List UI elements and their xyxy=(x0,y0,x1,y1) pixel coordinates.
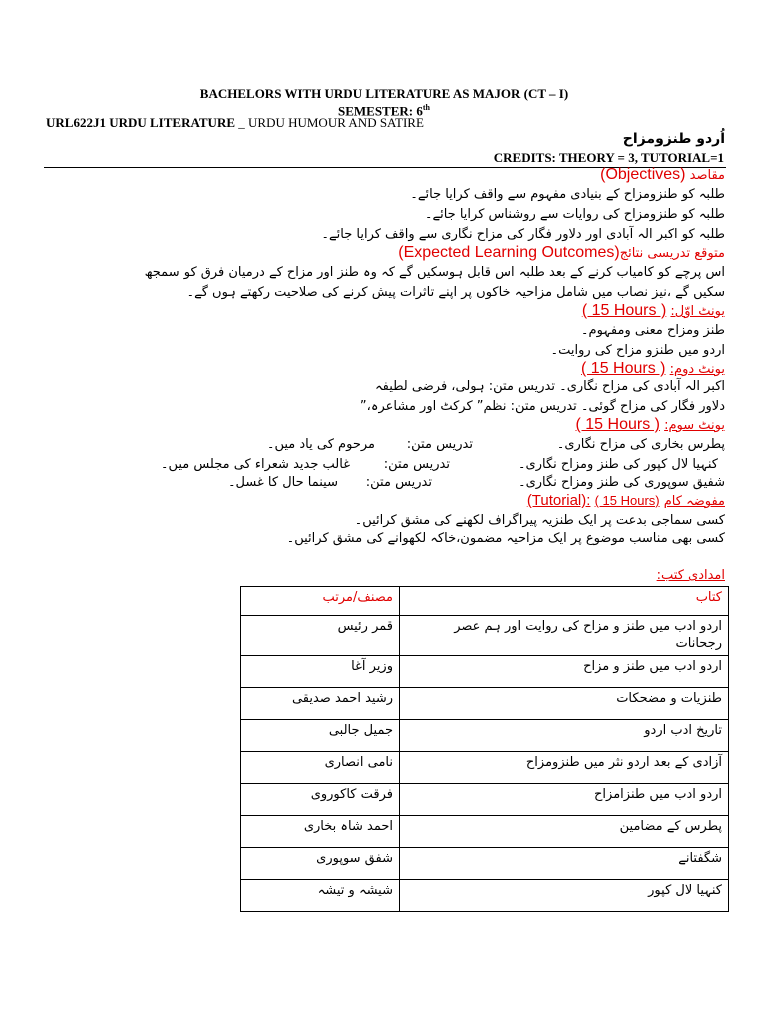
unit3-text: مرحوم کی یاد میں۔ xyxy=(266,437,375,452)
unit3-label: تدریس متن: xyxy=(406,437,473,452)
unit3-heading-urdu: یونٹ سوم: xyxy=(664,418,725,433)
unit2-heading xyxy=(40,360,725,379)
objectives-heading-en: (Objectives) xyxy=(600,166,686,183)
book-title: اردو ادب میں طنز و مزاح کی روایت اور ہم عصر رجحانات xyxy=(400,616,729,656)
course-separator: _ xyxy=(235,115,249,130)
book-author: جمیل جالبی xyxy=(241,720,400,752)
outcomes-text-line: اس پرچے کو کامیاب کرنے کے بعد طلبہ اس قابل ہوسکیں گے کہ وہ طنز اور مزاح کے درمیان فرق کو سمجھ xyxy=(144,265,725,280)
column-header-author: مصنف/مرتب xyxy=(241,587,400,616)
outcomes-heading xyxy=(40,244,725,263)
unit3-topic: شفیق سوپوری کی طنز ومزاح نگاری۔ xyxy=(517,475,725,490)
table-row xyxy=(241,816,729,848)
unit3-topic: کنہیا لال کپور کی طنز ومزاح نگاری۔ xyxy=(517,457,718,472)
tutorial-item: کسی بھی مناسب موضوع پر ایک مزاحیہ مضمون،خاکہ لکھوانے کی مشق کرائیں۔ xyxy=(286,531,725,546)
unit3-text: سینما حال کا غسل۔ xyxy=(227,475,338,490)
outcomes-heading-urdu: متوقع تدریسی نتائج xyxy=(619,246,725,261)
objectives-heading xyxy=(40,166,725,185)
course-line xyxy=(46,115,424,131)
table-row xyxy=(241,848,729,880)
unit3-label: تدریس متن: xyxy=(365,475,432,490)
tutorial-item: کسی سماجی بدعت پر ایک طنزیہ پیراگراف لکھنے کی مشق کرائیں۔ xyxy=(354,513,725,528)
unit2-hours: ( 15 Hours ) xyxy=(581,360,666,377)
urdu-course-title: اُردو طنزومزاح xyxy=(622,131,725,147)
outcomes-heading-en: (Expected Learning Outcomes) xyxy=(398,244,620,261)
book-author: فرقت کاکوروی xyxy=(241,784,400,816)
book-author: قمر رئیس xyxy=(241,616,400,656)
unit3-topic: پطرس بخاری کی مزاح نگاری۔ xyxy=(556,437,725,452)
tutorial-heading xyxy=(40,492,725,511)
outcomes-text-line: سکیں گے ،نیز نصاب میں شامل مزاحیہ خاکوں پر اپنے تاثرات پیش کرنے کی صلاحیت رکھتے ہوں گے۔ xyxy=(186,285,725,300)
objective-item: طلبہ کو طنزومزاح کی روایات سے روشناس کرایا جائے۔ xyxy=(424,207,725,222)
tutorial-heading-en: (Tutorial): xyxy=(526,492,591,509)
unit3-label: تدریس متن: xyxy=(383,457,450,472)
unit3-text: غالب جدید شعراء کی مجلس میں۔ xyxy=(160,457,350,472)
book-title: اردو ادب میں طنز و مزاح xyxy=(400,656,729,688)
objective-item: طلبہ کو اکبر الہ آبادی اور دلاور فگار کی مزاح نگاری سے واقف کرایا جائے۔ xyxy=(321,227,725,242)
course-code: URL622J1 URDU LITERATURE xyxy=(46,115,236,130)
book-author: رشید احمد صدیقی xyxy=(241,688,400,720)
objectives-heading-urdu: مقاصد xyxy=(689,168,725,183)
book-title: تاریخ ادب اردو xyxy=(400,720,729,752)
course-subject: URDU HUMOUR AND SATIRE xyxy=(248,115,424,130)
unit3-heading xyxy=(40,416,725,435)
book-title: کنہیا لال کپور xyxy=(400,880,729,912)
credits-line: CREDITS: THEORY = 3, TUTORIAL=1 xyxy=(493,150,724,165)
table-row xyxy=(241,616,729,656)
unit1-item: اردو میں طنزو مزاح کی روایت۔ xyxy=(550,343,725,358)
book-author: شفق سوپوری xyxy=(241,848,400,880)
book-title: شگفتانے xyxy=(400,848,729,880)
book-author: شیشہ و تیشہ xyxy=(241,880,400,912)
table-row xyxy=(241,784,729,816)
column-header-book: کتاب xyxy=(400,587,729,616)
unit1-heading-urdu: یونٹ اوّل: xyxy=(670,304,725,319)
unit2-heading-urdu: یونٹ دوم: xyxy=(669,362,725,377)
unit2-item: اکبر الہ آبادی کی مزاح نگاری۔ تدریس متن: ہولی، فرضی لطیفہ xyxy=(375,379,725,394)
unit1-item: طنز ومزاح معنی ومفہوم۔ xyxy=(580,323,725,338)
table-row xyxy=(241,720,729,752)
table-row xyxy=(241,752,729,784)
unit1-heading xyxy=(40,302,725,321)
table-row xyxy=(241,880,729,912)
objective-item: طلبہ کو طنزومزاح کے بنیادی مفہوم سے واقف کرایا جائے۔ xyxy=(410,187,725,202)
unit3-hours: ( 15 Hours ) xyxy=(575,416,660,433)
unit1-hours: ( 15 Hours ) xyxy=(581,302,667,319)
book-title: طنزیات و مضحکات xyxy=(400,688,729,720)
book-author: وزیر آغا xyxy=(241,656,400,688)
table-row xyxy=(241,688,729,720)
book-title: آزادی کے بعد اردو نثر میں طنزومزاح xyxy=(400,752,729,784)
semester-sup: th xyxy=(422,103,430,112)
book-title: پطرس کے مضامین xyxy=(400,816,729,848)
references-heading: امدادی کتب: xyxy=(656,568,725,583)
tutorial-heading-urdu: مفوضہ کام xyxy=(663,494,725,509)
book-author: نامی انصاری xyxy=(241,752,400,784)
references-table xyxy=(240,586,729,912)
book-author: احمد شاہ بخاری xyxy=(241,816,400,848)
table-row xyxy=(241,656,729,688)
unit2-item: دلاور فگار کی مزاح گوئی۔ تدریس متن: نظم” کرکٹ اور مشاعرہ،” xyxy=(359,399,725,414)
tutorial-hours: ( 15 Hours) xyxy=(594,493,660,508)
book-title: اردو ادب میں طنزامزاح xyxy=(400,784,729,816)
table-header-row xyxy=(241,587,729,616)
semester-label: SEMESTER: 6 xyxy=(337,103,423,119)
program-title: BACHELORS WITH URDU LITERATURE AS MAJOR (CT – I) xyxy=(199,86,569,101)
